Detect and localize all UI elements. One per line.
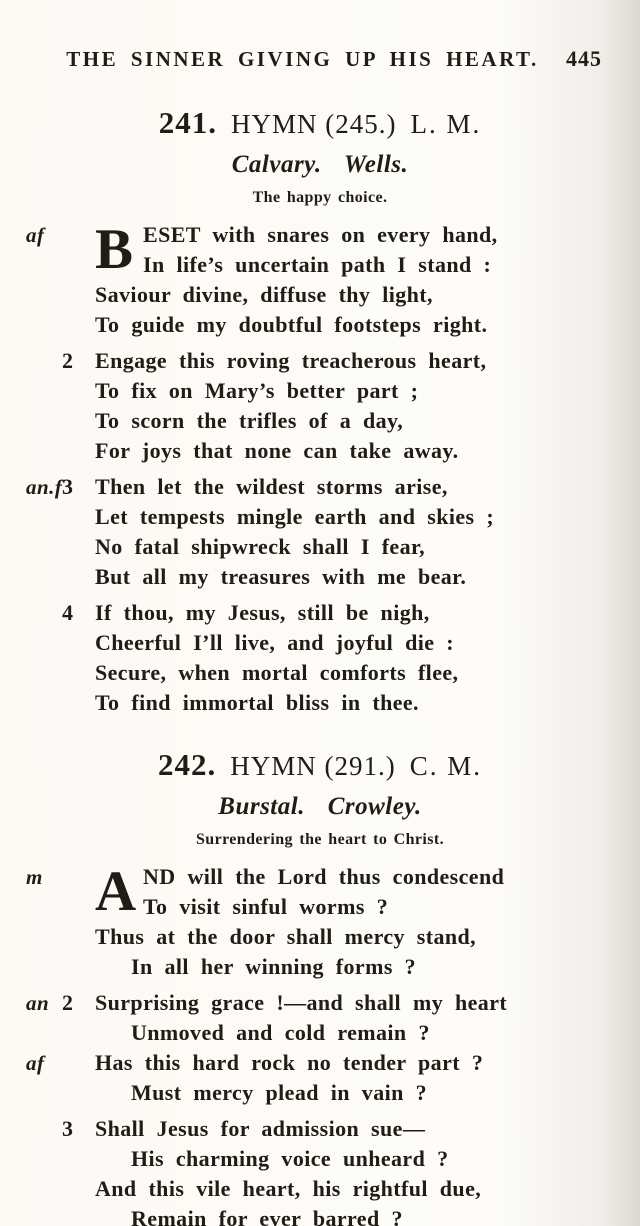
verse: [0, 1114, 640, 1226]
verse-line: ESET with snares on every hand,: [143, 222, 498, 247]
verse-line: Unmoved and cold remain ?: [131, 1020, 430, 1045]
verse-line: No fatal shipwreck shall I fear,: [95, 534, 426, 559]
hymn-meter: L. M.: [410, 109, 482, 139]
tune-names: Burstal. Crowley.: [218, 793, 422, 820]
verse-number: 4: [62, 600, 73, 625]
tune-names: Calvary. Wells.: [231, 151, 409, 178]
verse-line: And this vile heart, his rightful due,: [95, 1176, 482, 1201]
verse-line: Remain for ever barred ?: [131, 1206, 403, 1226]
margin-expression-note: an: [26, 991, 50, 1015]
verse-line: For joys that none can take away.: [95, 438, 459, 463]
running-header-title: THE SINNER GIVING UP HIS HEART.: [66, 47, 539, 71]
page-number: 445: [566, 46, 602, 71]
verse-line: Thus at the door shall mercy stand,: [95, 924, 477, 949]
verse-number: 2: [62, 990, 73, 1015]
verse-line: Has this hard rock no tender part ?: [95, 1050, 484, 1075]
running-header: [0, 46, 640, 72]
hymn-section-242: [0, 746, 640, 1226]
margin-expression-note: m: [26, 865, 43, 889]
verse-line: Saviour divine, diffuse thy light,: [95, 282, 433, 307]
margin-expression-note: af: [26, 223, 45, 247]
hymn-meter: C. M.: [409, 751, 483, 781]
verse: [0, 598, 640, 718]
verse-number: 2: [62, 348, 73, 373]
verse-line: ND will the Lord thus condescend: [143, 864, 505, 889]
verse-line: To scorn the trifles of a day,: [95, 408, 404, 433]
verse-number: 3: [62, 1116, 73, 1141]
verse: [0, 862, 640, 982]
verse-line: Shall Jesus for admission sue—: [95, 1116, 426, 1141]
verse-line: Let tempests mingle earth and skies ;: [95, 504, 495, 529]
verse-line: But all my treasures with me bear.: [95, 564, 467, 589]
hymn-subtitle: The happy choice.: [252, 189, 388, 206]
drop-cap: B: [95, 218, 134, 281]
hymn-title: HYMN (291.): [230, 751, 396, 781]
hymn-subtitle: Surrendering the heart to Christ.: [196, 831, 444, 848]
verse-line: Must mercy plead in vain ?: [131, 1080, 428, 1105]
verses: [0, 220, 640, 718]
margin-expression-note: an.f: [26, 475, 63, 499]
verse-number: 3: [62, 474, 73, 499]
verse-line: His charming voice unheard ?: [131, 1146, 449, 1171]
verse-line: Then let the wildest storms arise,: [95, 474, 448, 499]
verse-line: Surprising grace !—and shall my heart: [95, 990, 508, 1015]
verse-line: If thou, my Jesus, still be nigh,: [95, 600, 430, 625]
verse: [0, 346, 640, 466]
verses: [0, 862, 640, 1226]
hymn-title: HYMN (245.): [231, 109, 397, 139]
hymn-number: 241.: [158, 105, 217, 140]
verse-line: In all her winning forms ?: [131, 954, 417, 979]
verse-line: Secure, when mortal comforts flee,: [95, 660, 459, 685]
verse-line: To find immortal bliss in thee.: [95, 690, 419, 715]
hymn-heading: [0, 746, 640, 790]
verse: [0, 220, 640, 340]
drop-cap: A: [95, 860, 137, 923]
verse-line: Engage this roving treacherous heart,: [95, 348, 487, 373]
hymn-section-241: [0, 104, 640, 718]
verse-line: To guide my doubtful footsteps right.: [95, 312, 488, 337]
verse-line: In life’s uncertain path I stand :: [143, 252, 492, 277]
verse-line: To visit sinful worms ?: [143, 894, 389, 919]
verse-line: Cheerful I’ll live, and joyful die :: [95, 630, 455, 655]
verse-line: To fix on Mary’s better part ;: [95, 378, 419, 403]
hymn-number: 242.: [157, 747, 217, 782]
verse: [0, 988, 640, 1108]
margin-expression-note: af: [26, 1051, 45, 1075]
hymn-heading: [0, 104, 640, 148]
verse: [0, 472, 640, 592]
